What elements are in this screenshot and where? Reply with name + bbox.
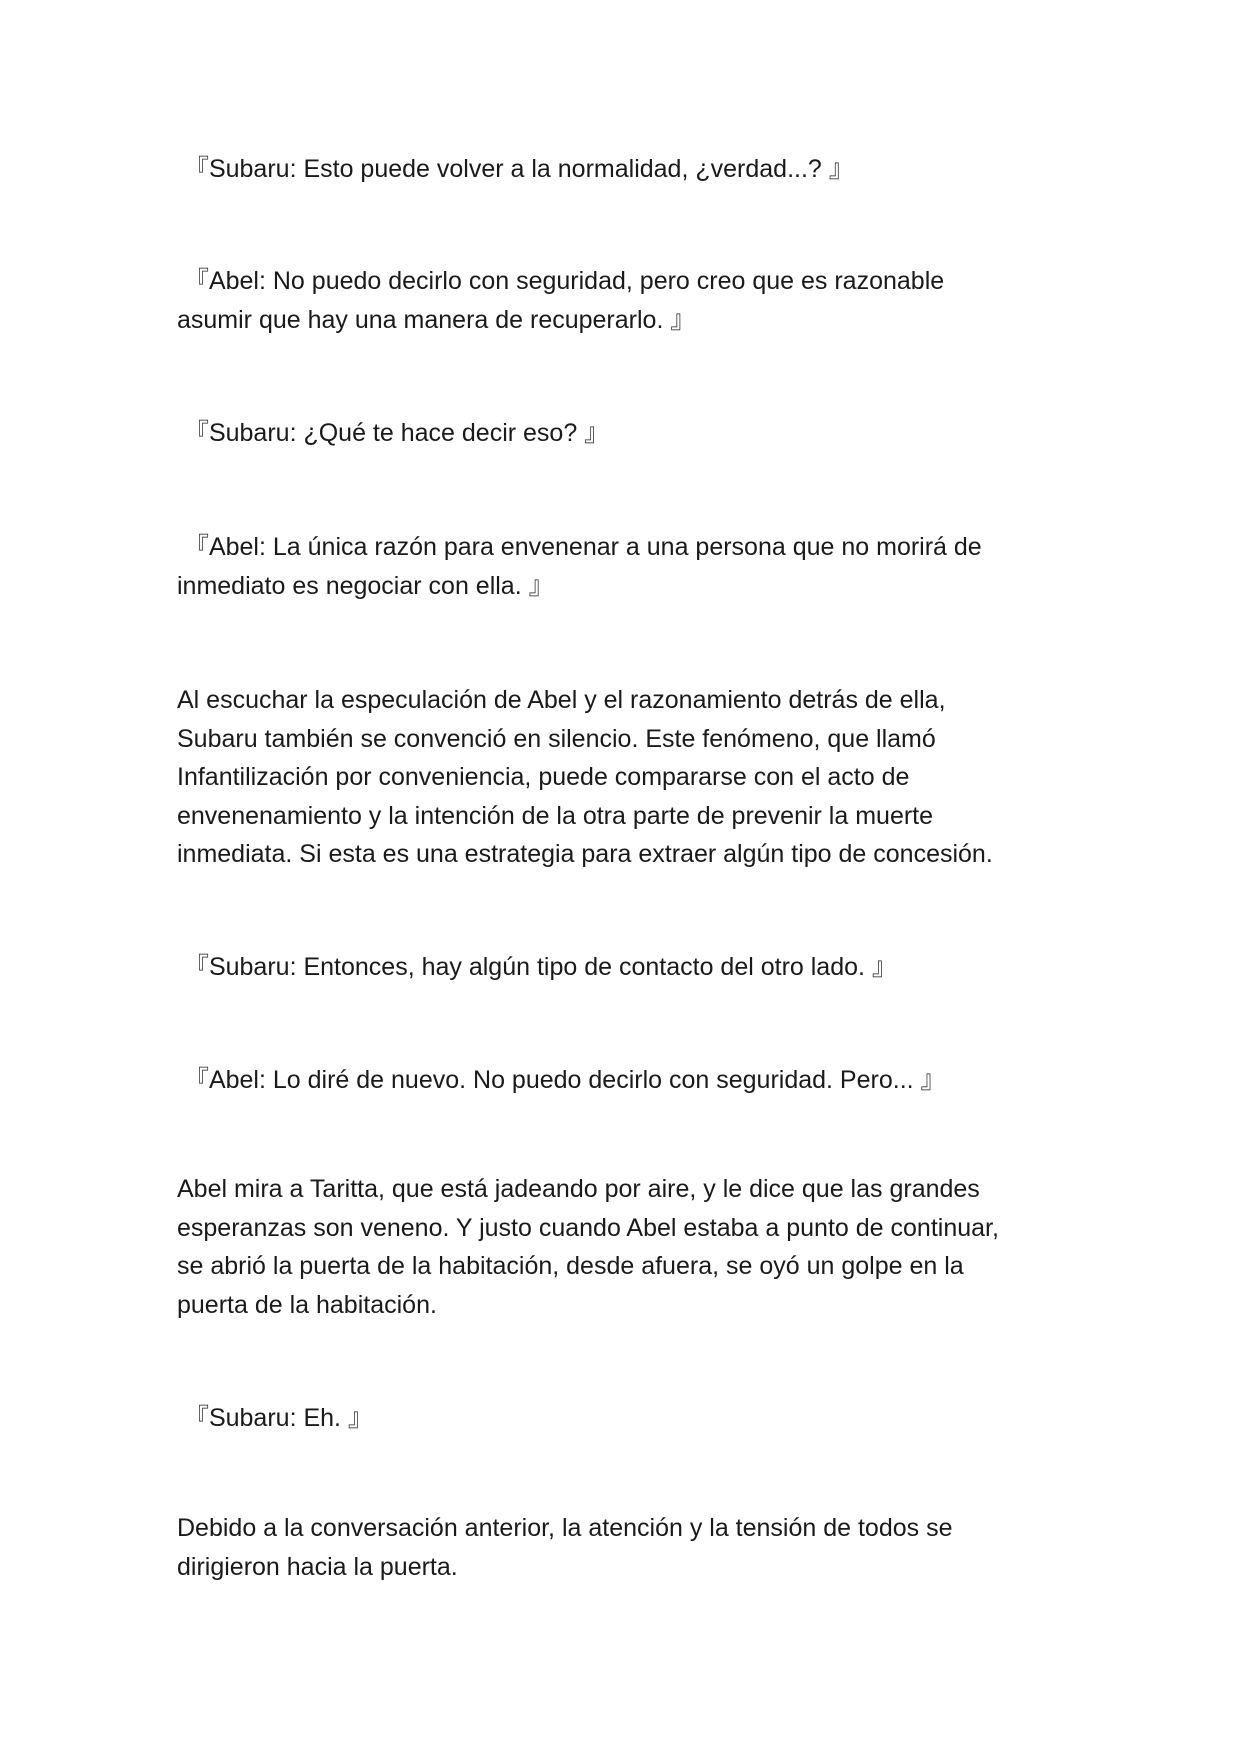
dialogue-line: 『Subaru: Esto puede volver a la normalidad, ¿verdad...? 』: [177, 155, 854, 183]
dialogue-line: 『Subaru: Entonces, hay algún tipo de contacto del otro lado. 』: [177, 953, 897, 981]
narration-paragraph: Debido a la conversación anterior, la atención y la tensión de todos se dirigieron hacia la puerta.: [177, 1514, 953, 1581]
dialogue-line: 『Abel: Lo diré de nuevo. No puedo decirlo con seguridad. Pero... 』: [177, 1066, 946, 1094]
dialogue-line: 『Subaru: ¿Qué te hace decir eso? 』: [177, 419, 610, 447]
dialogue-line: 『Subaru: Eh. 』: [177, 1404, 373, 1432]
narration-paragraph: Al escuchar la especulación de Abel y el razonamiento detrás de ella, Subaru también se convenció en silencio. Este fenómeno, que llamó Infantilización por conveniencia, puede compararse con el acto de envenenamiento y la intención de la otra parte de prevenir la muerte inmediata. Si esta es una estrategia para extraer algún tipo de concesión.: [177, 686, 993, 868]
narration-paragraph: Abel mira a Taritta, que está jadeando por aire, y le dice que las grandes esperanzas son veneno. Y justo cuando Abel estaba a punto de continuar, se abrió la puerta de la habitación, desde afuera, se oyó un golpe en la puerta de la habitación.: [177, 1175, 999, 1319]
dialogue-line: 『Abel: No puedo decirlo con seguridad, pero creo que es razonable asumir que hay una manera de recuperarlo. 』: [177, 267, 945, 334]
dialogue-line: 『Abel: La única razón para envenenar a una persona que no morirá de inmediato es negociar con ella. 』: [177, 533, 982, 600]
